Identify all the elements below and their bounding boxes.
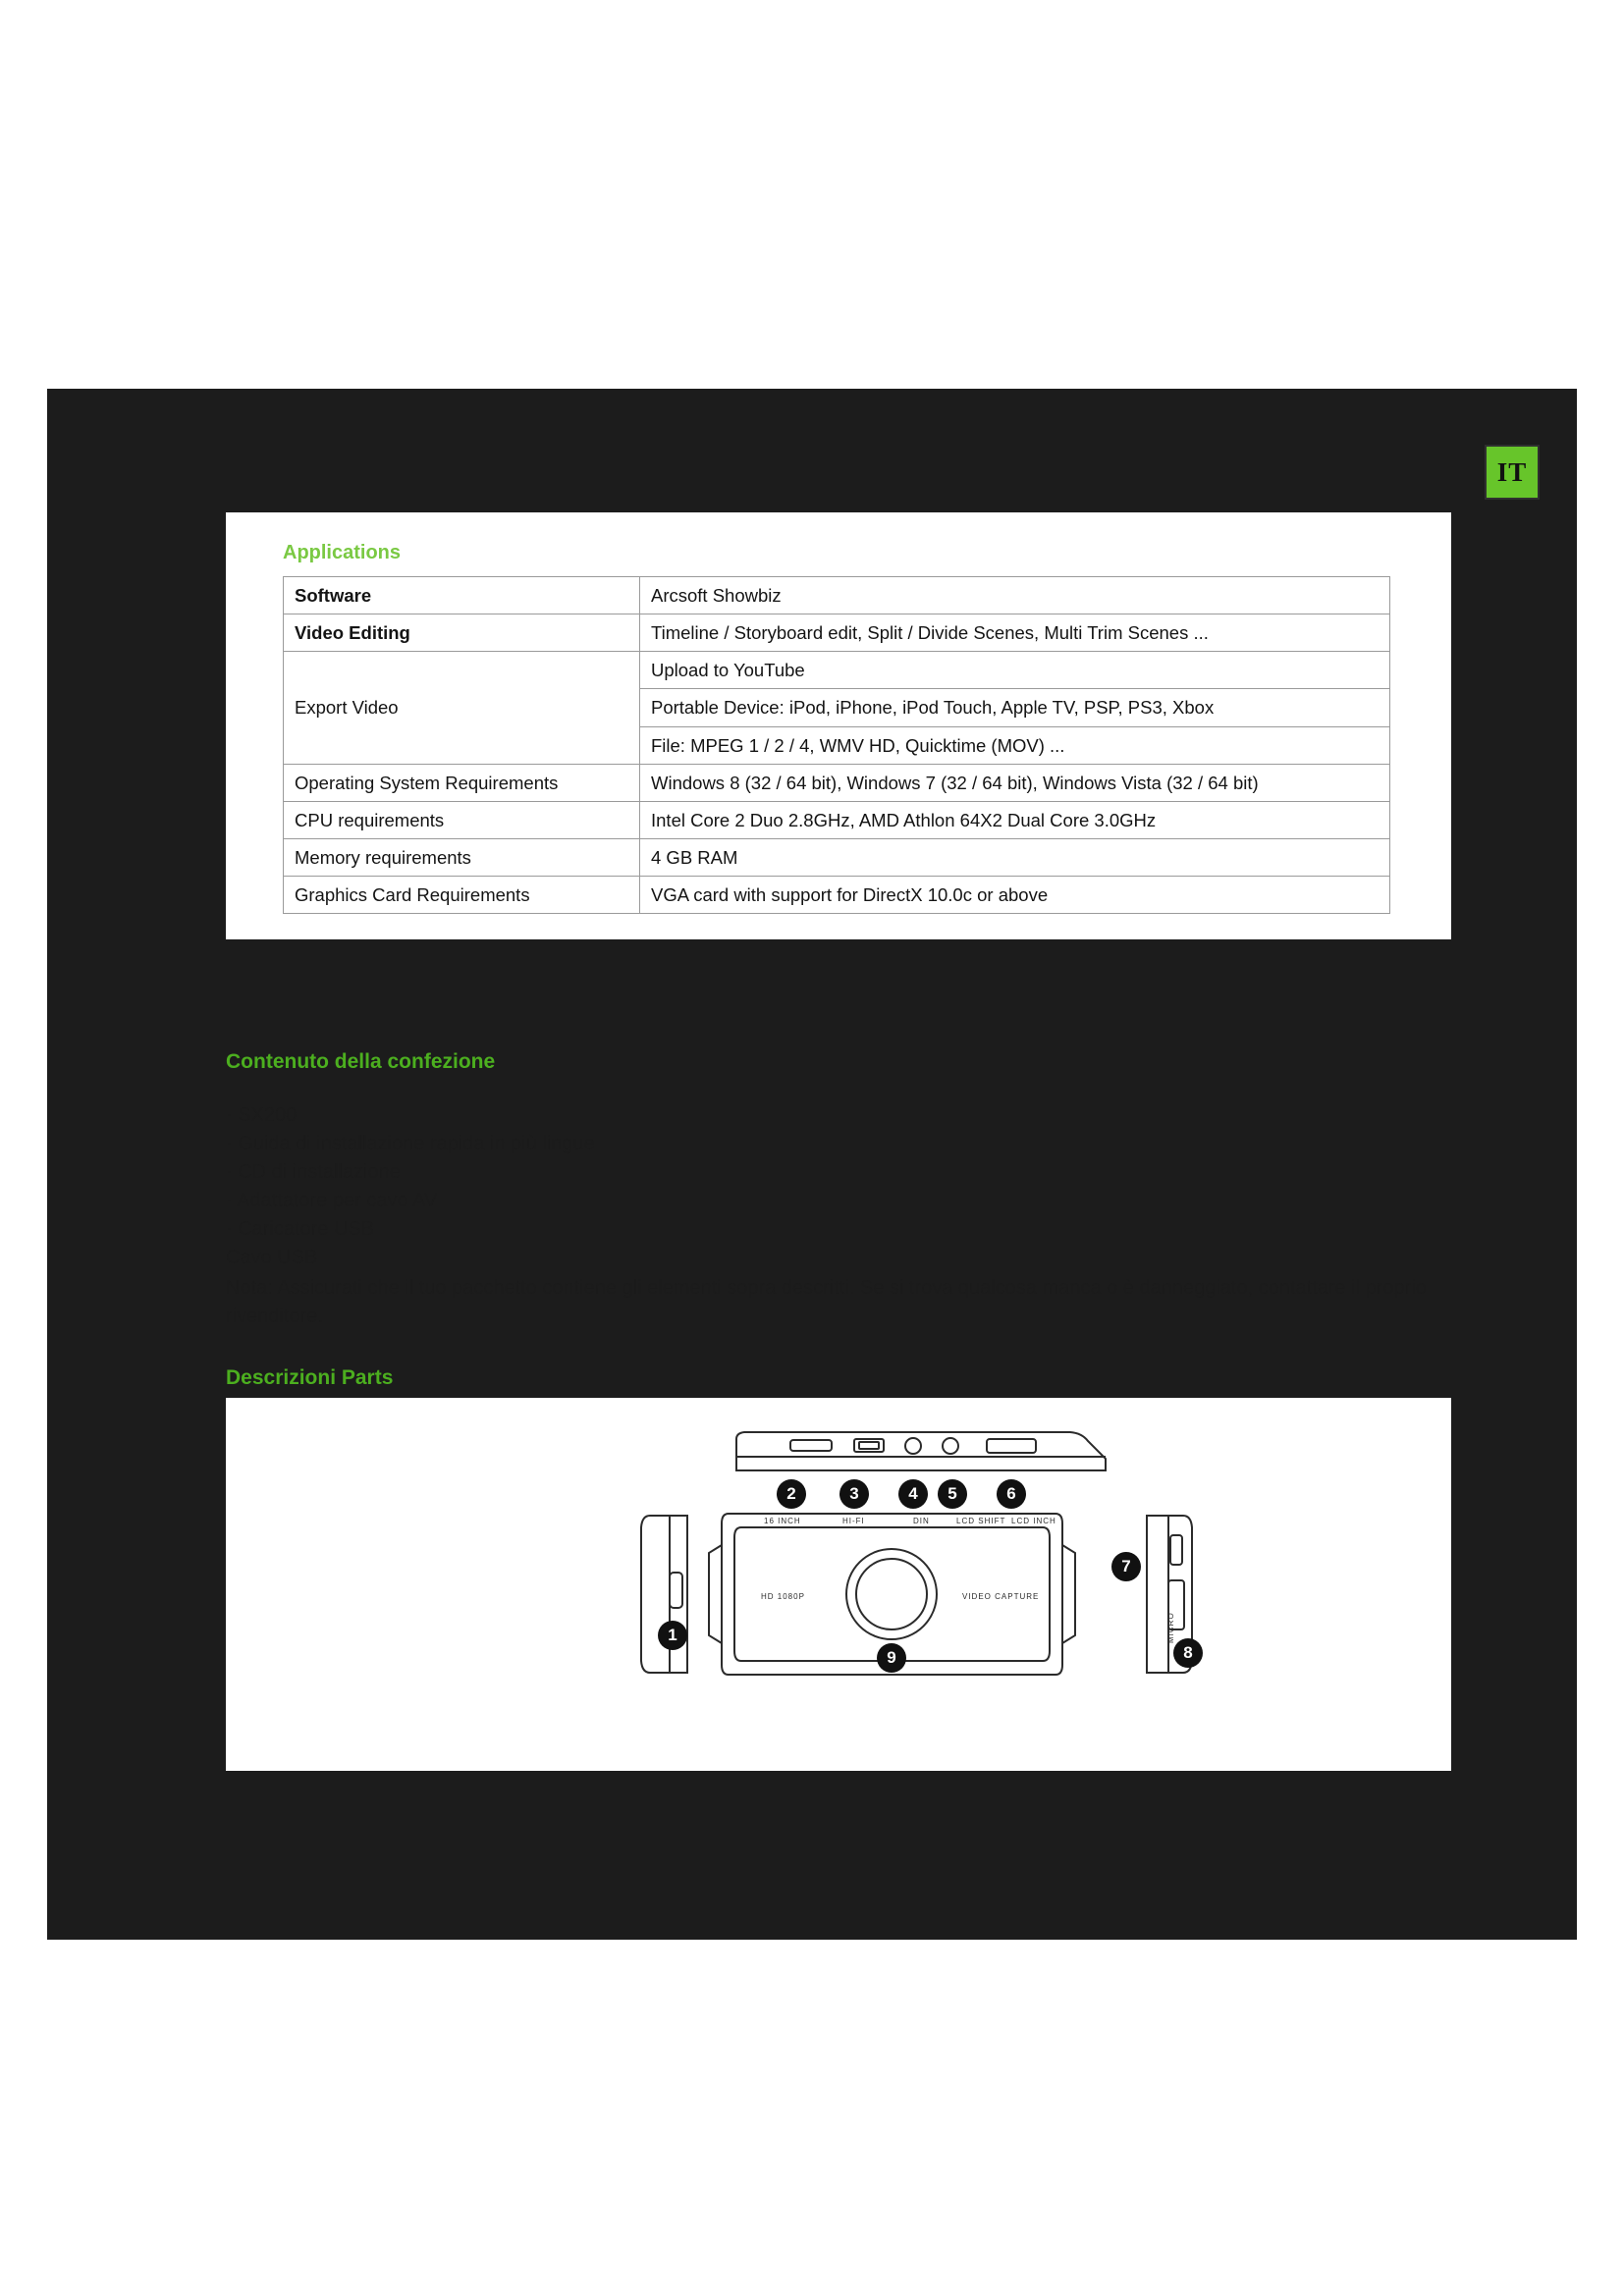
language-badge-label: IT [1496,456,1528,487]
row-value: Upload to YouTube [640,652,1390,689]
list-item: · Caricatore USB [226,1218,375,1240]
row-value: File: MPEG 1 / 2 / 4, WMV HD, Quicktime (MOV) ... [640,726,1390,764]
row-label: Operating System Requirements [284,764,640,801]
row-label: Graphics Card Requirements [284,877,640,914]
callout-4: 4 [898,1479,928,1509]
svg-text:LCD INCH: LCD INCH [1011,1517,1056,1525]
callout-2: 2 [777,1479,806,1509]
page-panel [47,389,1577,1940]
svg-text:HI-FI: HI-FI [842,1517,865,1525]
language-badge-it [1485,445,1540,500]
row-value: Portable Device: iPod, iPhone, iPod Touch, Apple TV, PSP, PS3, Xbox [640,689,1390,726]
package-contents-heading: Contenuto della confezione [226,1050,496,1073]
callout-7: 7 [1111,1552,1141,1581]
row-label: CPU requirements [284,801,640,838]
list-item: · CD di installazione [226,1161,401,1183]
row-value: Windows 8 (32 / 64 bit), Windows 7 (32 / 64 bit), Windows Vista (32 / 64 bit) [640,764,1390,801]
table-row [284,801,1390,838]
row-label: Software [284,577,640,614]
parts-diagram-card [226,1398,1451,1771]
package-note: Nota: Assicurati che il tuo pacchetto contiene gli elementi sopra descritti. Se si trova qualcosa manca o è danneggiato, contattare il proprio rivenditore. [226,1277,1427,1327]
row-value: 4 GB RAM [640,838,1390,876]
applications-card [226,512,1451,939]
svg-text:DIN: DIN [913,1517,930,1525]
table-row [284,877,1390,914]
list-item: · SX200 [226,1104,298,1126]
row-label: Export Video [284,652,640,764]
svg-text:16 INCH: 16 INCH [764,1517,801,1525]
svg-text:VIDEO CAPTURE: VIDEO CAPTURE [962,1592,1040,1601]
applications-title: Applications [283,542,402,563]
applications-table [283,576,1390,914]
callout-9: 9 [877,1643,906,1673]
row-value: Arcsoft Showbiz [640,577,1390,614]
callout-3: 3 [839,1479,869,1509]
table-row [284,652,1390,689]
table-row [284,577,1390,614]
callout-6: 6 [997,1479,1026,1509]
list-item: · Guida di installazione rapida in più lingue [226,1133,595,1154]
callout-8: 8 [1173,1638,1203,1668]
row-label: Memory requirements [284,838,640,876]
table-row [284,614,1390,652]
svg-text:LCD SHIFT: LCD SHIFT [956,1517,1006,1525]
row-label: Video Editing [284,614,640,652]
package-contents-body [226,1101,1448,1331]
row-value: VGA card with support for DirectX 10.0c or above [640,877,1390,914]
table-row [284,764,1390,801]
row-value: Timeline / Storyboard edit, Split / Divide Scenes, Multi Trim Scenes ... [640,614,1390,652]
row-value: Intel Core 2 Duo 2.8GHz, AMD Athlon 64X2 Dual Core 3.0GHz [640,801,1390,838]
callout-5: 5 [938,1479,967,1509]
svg-text:MICRO: MICRO [1166,1612,1175,1643]
document-content [175,512,1451,1906]
svg-text:HD 1080P: HD 1080P [761,1592,805,1601]
parts-descriptions-heading: Descrizioni Parts [226,1366,394,1389]
callout-1: 1 [658,1621,687,1650]
list-item: Cavo USB [226,1247,318,1268]
device-diagram [226,1398,1451,1771]
table-row [284,838,1390,876]
list-item: · Adattatore per cavo AV [226,1190,438,1211]
